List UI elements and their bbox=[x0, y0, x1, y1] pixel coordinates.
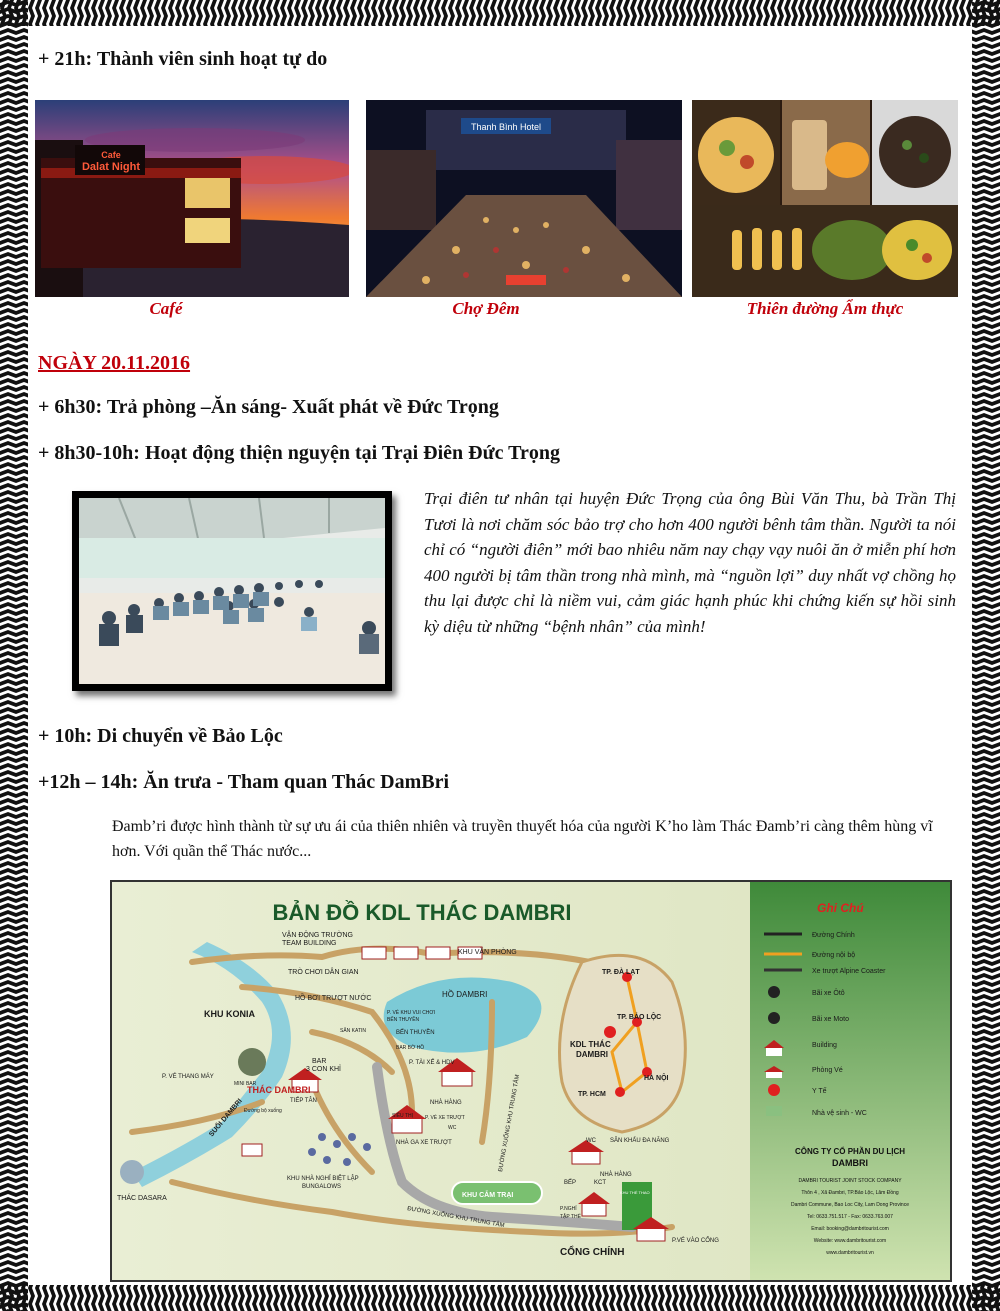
market-caption: Chợ Đêm bbox=[452, 299, 520, 318]
charity-photo-frame bbox=[72, 491, 392, 691]
company-address: Thôn 4 , Xã Đambri, TP.Bảo Lộc, Lâm Đồng bbox=[801, 1190, 899, 1196]
company-en-name: DAMBRI TOURIST JOINT STOCK COMPANY bbox=[798, 1178, 902, 1184]
map-label: BUNGALOWS bbox=[302, 1184, 342, 1190]
map-label: HỒ BƠI TRƯỢT NƯỚC bbox=[295, 995, 372, 1002]
map-label: ĐƯỜNG XUỐNG KHU TRUNG TÂM bbox=[498, 1074, 522, 1173]
map-label: NHÀ HÀNG bbox=[430, 1100, 462, 1106]
svg-text:Dalat Night: Dalat Night bbox=[81, 161, 141, 173]
map-label: SÂN KATIN bbox=[340, 1028, 367, 1034]
legend-item: Building bbox=[812, 1042, 837, 1049]
map-label: KHU NHÀ NGHỈ BIỆT LẬP bbox=[287, 1176, 359, 1182]
map-label: CỔNG CHÍNH bbox=[560, 1247, 625, 1258]
map-label: 3 CON KHỈ bbox=[306, 1066, 342, 1073]
activity-10h: + 10h: Di chuyển về Bảo Lộc bbox=[38, 725, 283, 747]
legend-item: Xe trượt Alpine Coaster bbox=[812, 968, 886, 975]
map-label: Đường bộ xuống bbox=[244, 1108, 282, 1114]
food-photo bbox=[692, 100, 958, 297]
activity-12h: +12h – 14h: Ăn trưa - Tham quan Thác DamBri bbox=[38, 771, 450, 793]
map-label: SUỐI DAMBRI bbox=[208, 1097, 244, 1139]
charity-description: Trại điên tư nhân tại huyện Đức Trọng của ông Bùi Văn Thu, bà Trần Thị Tươi là nơi chăm sóc bảo trợ cho hơn 400 người bênh tâm thần. Người ta nói chỉ có “người điên” mới bao nhiêu năm nay chạy vạy nuôi ăn ở miễn phí hơn 400 người bị tâm thần trong nhà mình, mà “nguồn lợi” duy nhất vợ chồng họ thu lại được chỉ là niềm vui, cảm giác hạnh phúc khi chứng kiến sự hồi sinh kỳ diệu từ những “bệnh nhân” của mình! bbox=[424, 489, 956, 636]
map-label: NHÀ GA XE TRƯỢT bbox=[396, 1140, 452, 1146]
legend-item: Nhà vệ sinh - WC bbox=[812, 1110, 867, 1117]
map-label: P. TÀI XẾ & HDV bbox=[409, 1060, 455, 1066]
map-label: VẬN ĐỘNG TRƯỜNG bbox=[282, 932, 353, 939]
map-label: THÁC DAMBRI bbox=[247, 1085, 311, 1095]
legend-title: Ghi Chú bbox=[817, 901, 864, 915]
legend-item: Đường nội bộ bbox=[812, 952, 856, 959]
map-label: KHU KONIA bbox=[204, 1009, 255, 1019]
activity-8h30: + 8h30-10h: Hoạt động thiện nguyện tại Trại Điên Đức Trọng bbox=[38, 442, 560, 464]
legend-item: Bãi xe Ôtô bbox=[812, 990, 845, 997]
svg-text:Thanh Bình Hotel: Thanh Bình Hotel bbox=[470, 122, 542, 132]
legend-item: Bãi xe Moto bbox=[812, 1016, 849, 1023]
day-heading: NGÀY 20.11.2016 bbox=[38, 352, 191, 374]
company-tel: Tel: 0633.751.517 - Fax: 0633.763.007 bbox=[807, 1214, 893, 1220]
map-label: KHU THỂ THAO bbox=[620, 1190, 650, 1195]
map-label: BAR bbox=[312, 1058, 327, 1065]
charity-photo bbox=[79, 498, 385, 684]
route-label: TP. HCM bbox=[578, 1091, 606, 1098]
map-label: P.VÉ VÀO CỔNG bbox=[672, 1238, 719, 1244]
map-label: BAR BỜ HỒ bbox=[396, 1045, 425, 1051]
map-label: SIÊU THỊ bbox=[392, 1113, 414, 1119]
map-label: KHU CẮM TRẠI bbox=[462, 1192, 514, 1199]
company-address-en: Dambri Commune, Bao Loc City, Lam Dong Province bbox=[790, 1202, 910, 1208]
map-label: NHÀ HÀNG bbox=[600, 1172, 632, 1178]
map-label: BẾP bbox=[564, 1180, 577, 1186]
night-market-photo bbox=[366, 100, 682, 297]
map-label: HỒ DAMBRI bbox=[442, 990, 488, 999]
company-website: Website: www.dambritourist.com bbox=[813, 1238, 887, 1244]
map-label: TẬP THỂ bbox=[560, 1214, 581, 1220]
route-label: TP. ĐÀ LẠT bbox=[602, 969, 640, 976]
map-label: WC bbox=[448, 1125, 457, 1131]
map-label: THÁC DASARA bbox=[117, 1195, 167, 1202]
map-label: TIẾP TÂN bbox=[290, 1098, 317, 1104]
map-label: KHU VĂN PHÒNG bbox=[458, 949, 517, 956]
activity-21h: + 21h: Thành viên sinh hoạt tự do bbox=[38, 48, 328, 70]
map-label: P.NGHỈ bbox=[560, 1206, 577, 1212]
route-label: HÀ NỘI bbox=[644, 1075, 669, 1082]
map-label: KCT bbox=[594, 1180, 606, 1186]
activity-6h30: + 6h30: Trả phòng –Ăn sáng- Xuất phát về Đức Trọng bbox=[38, 396, 499, 418]
dambri-description: Đamb’ri được hình thành từ sự ưu ái của thiên nhiên và truyền thuyết hóa của người K’ho làm Thác Đamb’ri càng thêm hùng vĩ hơn. Với quần thể Thác nước... bbox=[112, 818, 933, 860]
map-label: MINI BAR bbox=[234, 1081, 257, 1087]
company-name: CÔNG TY CỔ PHẦN DU LỊCH bbox=[794, 1147, 906, 1156]
legend-item: Đường Chính bbox=[812, 932, 855, 939]
route-label: DAMBRI bbox=[576, 1050, 608, 1059]
company-brand: DAMBRI bbox=[832, 1158, 868, 1168]
map-label: BẾN THUYỀN bbox=[387, 1017, 420, 1023]
map-label: SÂN KHẤU ĐA NĂNG bbox=[610, 1138, 670, 1144]
map-label: P. VÉ THANG MÁY bbox=[162, 1074, 214, 1080]
map-label: P. VÉ XE TRƯỢT bbox=[425, 1115, 465, 1121]
map-label: ĐƯỜNG XUỐNG KHU TRUNG TÂM bbox=[406, 1206, 505, 1230]
food-caption: Thiên đường Ẩm thực bbox=[746, 299, 904, 318]
cafe-photo bbox=[35, 100, 349, 297]
route-label: TP. BẢO LỘC bbox=[617, 1014, 662, 1021]
map-title: BẢN ĐỒ KDL THÁC DAMBRI bbox=[272, 900, 572, 925]
map-label: BẾN THUYỀN bbox=[396, 1030, 435, 1036]
company-website-vn: www.dambritourist.vn bbox=[826, 1250, 874, 1256]
map-label: TEAM BUILDING bbox=[282, 940, 337, 947]
map-label: WC bbox=[586, 1138, 596, 1144]
route-label: KDL THÁC bbox=[570, 1040, 611, 1049]
svg-text:Cafe: Cafe bbox=[101, 150, 121, 160]
legend-item: Phòng Vé bbox=[812, 1067, 843, 1074]
cafe-caption: Café bbox=[149, 299, 183, 318]
map-label: P. VÉ KHU VUI CHƠI bbox=[387, 1010, 436, 1016]
legend-item: Y Tế bbox=[812, 1088, 827, 1095]
dambri-map bbox=[110, 880, 952, 1282]
company-email: Email: booking@dambritourist.com bbox=[811, 1226, 889, 1232]
map-label: TRÒ CHƠI DÂN GIAN bbox=[288, 969, 359, 976]
